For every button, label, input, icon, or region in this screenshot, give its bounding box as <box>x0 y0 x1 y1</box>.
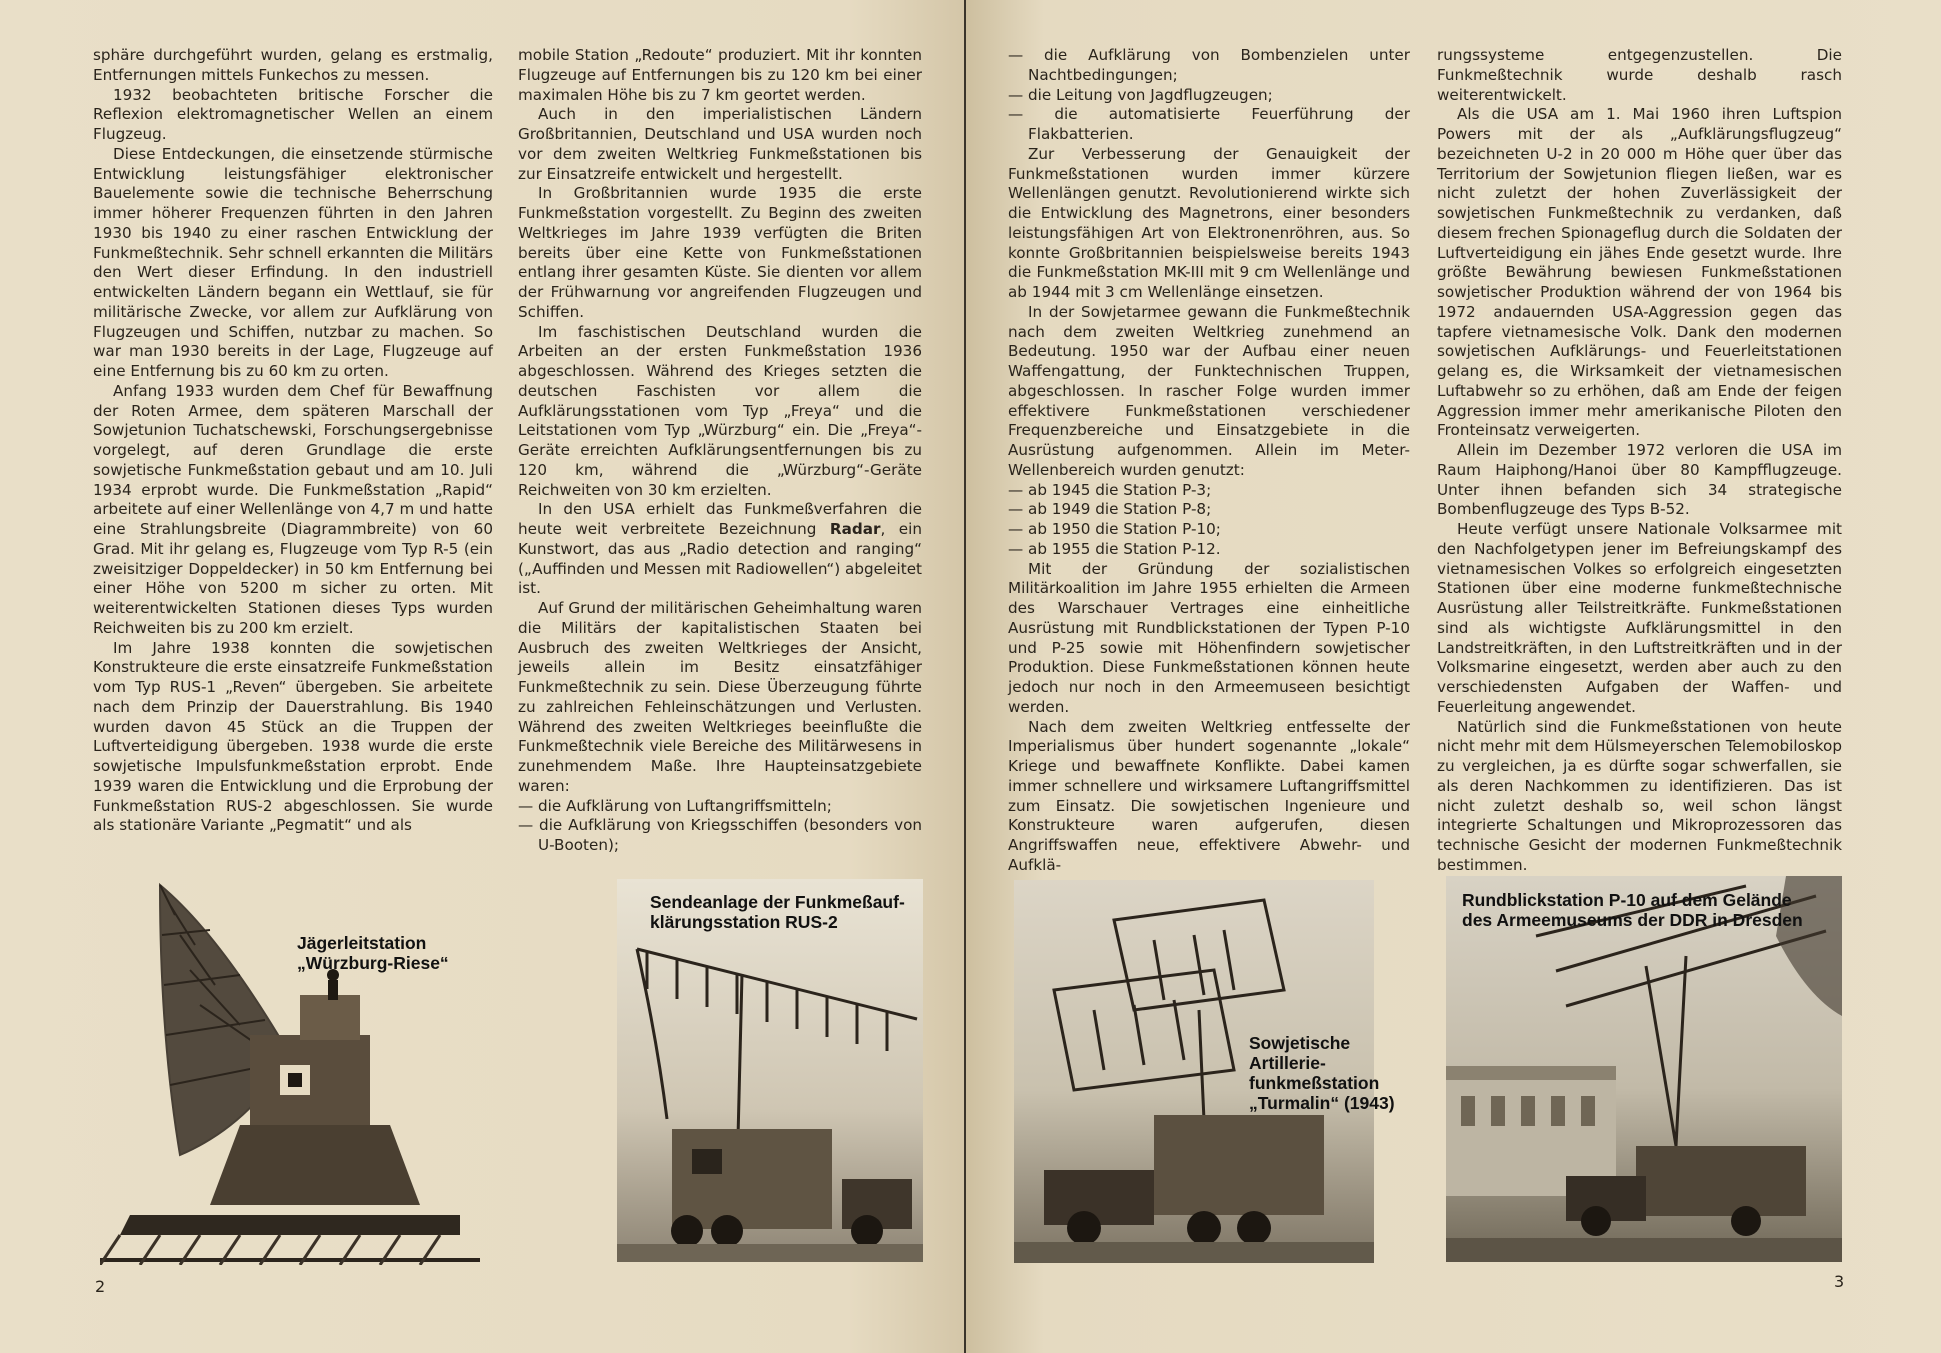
paragraph: Diese Entdeckungen, die einsetzende stürmische Entwicklung leistungsfähiger elektronischer Bauelemente sowie die technische Beherrschung immer höherer Frequenzen führten in den Jahren 1930 bis 1940 zu einer raschen Entwicklung der Funkmeßtechnik. Sehr schnell erkannten die Militärs den Wert dieser Erfindung. In den industriell entwickelten Ländern begann ein Wettlauf, sie für militärische Zwecke, vor allem zur Aufklärung von Flugzeugen und Schiffen, nutzbar zu machen. So war man 1930 bereits in der Lage, Flugzeuge auf eine Entfernung bis zu 60 km zu orten. <box>93 144 493 380</box>
list-item: — ab 1945 die Station P-3; <box>1008 480 1212 499</box>
radar-station-illustration <box>1446 876 1842 1262</box>
paragraph: Als die USA am 1. Mai 1960 ihren Luftspion Powers mit der als „Aufklärungsflugzeug“ bezeichneten U-2 in 20 000 m Höhe quer über das Territorium der Sowjetunion fliegen ließen, war es nicht zuletzt der hohen Zuverlässigkeit der sowjetischen Funkmeßtechnik zu verdanken, daß diesem frechen Spionageflug durch die Soldaten der Luftverteidigung ein jähes Ende gesetzt wurde. Ihre größte Bewährung bewiesen Funkmeßstationen sowjetischer Produktion während der von 1964 bis 1972 andauernden USA-Aggression gegen das tapfere vietnamesische Volk. Dank den modernen sowjetischen Aufklärungs- und Feuerleitstationen gelang es, die Wirksamkeit der vietnamesischen Luftabwehr so zu erhöhen, daß am Ende der feigen Aggression immer mehr amerikanische Piloten den Fronteinsatz verweigerten. <box>1437 105 1842 440</box>
photo-p-10 <box>1446 876 1842 1262</box>
paragraph: Zur Verbesserung der Genauigkeit der Funkmeßstationen wurden immer kürzere Wellenlängen genutzt. Revolutionierend wirkte sich die Entwicklung des Magnetrons, einer besonders leistungsfähigen Art von Elektronenröhren, aus. So konnte Großbritannien beispielsweise bereits 1943 die Funkmeßstation MK-III mit 9 cm Wellenlänge und ab 1944 mit 3 cm Wellenlänge einsetzen. <box>1008 144 1410 301</box>
paragraph: Heute verfügt unsere Nationale Volksarmee mit den Nachfolgetypen jener im Befreiungskampf des vietnamesischen Volkes so erfolgreich eingesetzten Stationen über eine moderne funkmeßtechnische Ausrüstung aller Teilstreitkräfte. Funkmeßstationen sind als wichtigste Aufklärungsmittel in den Landstreitkräften, in den Luftstreitkräften und in der Volksmarine eingesetzt, werden aber auch zu den verschiedensten Aufgaben der Waffen- und Feuerleitung angewendet. <box>1437 520 1842 716</box>
paragraph: sphäre durchgeführt wurden, gelang es erstmalig, Entfernungen mittels Funkechos zu messen. <box>93 46 493 84</box>
right-page <box>966 0 1941 1353</box>
list-item: — ab 1955 die Station P-12. <box>1008 539 1221 558</box>
paragraph: Auch in den imperialistischen Ländern Großbritannien, Deutschland und USA wurden noch vor dem zweiten Weltkrieg Funkmeßstationen bis zur Einsatzreife entwickelt und hergestellt. <box>518 105 922 183</box>
paragraph: 1932 beobachteten britische Forscher die Reflexion elektromagnetischer Wellen an einem Flugzeug. <box>93 85 493 143</box>
paragraph: Auf Grund der militärischen Geheimhaltung waren die Militärs der kapitalistischen Staaten bei Ausbruch des zweiten Weltkrieges der Ansicht, jeweils allein im Besitz einsatzfähiger Funkmeßtechnik zu sein. Diese Überzeugung führte zu zahlreichen Fehleinschätzungen und Verlusten. Während des zweiten Weltkrieges beeinflußte die Funkmeßtechnik viele Bereiche des Militärwesens in zunehmendem Maße. Ihre Haupteinsatzgebiete waren: <box>518 599 922 795</box>
page-number: 3 <box>1834 1272 1845 1291</box>
list-item: — die Aufklärung von Bombenzielen unter Nachtbedingungen; <box>1008 46 1410 84</box>
bold-term: Radar <box>829 520 881 538</box>
paragraph: In Großbritannien wurde 1935 die erste Funkmeßstation vorgestellt. Zu Beginn des zweiten Weltkrieges im Jahre 1939 verfügten die Briten bereits über eine Kette von Funkmeßstationen entlang ihrer gesamten Küste. Sie dienten vor allem der Frühwarnung vor angreifenden Flugzeugen und Schiffen. <box>518 184 922 321</box>
caption-wuerzburg-riese: Jägerleitstation „Würzburg-Riese“ <box>297 933 449 973</box>
paragraph: Allein im Dezember 1972 verloren die USA im Raum Haiphong/Hanoi über 80 Kampfflugzeuge. Unter ihnen befanden sich 34 strategische Bombenflugzeuge des Typs B-52. <box>1437 441 1842 519</box>
paragraph: Mit der Gründung der sozialistischen Militärkoalition im Jahre 1955 erhielten die Armeen des Warschauer Vertrages eine einheitliche Ausrüstung mit Rundblickstationen der Typen P-10 und P-25 sowie mit Höhenfindern sowjetischer Produktion. Diese Funkmeßstationen können heute jedoch nur noch in den Armeemuseen besichtigt werden. <box>1008 559 1410 716</box>
caption-p-10: Rundblickstation P-10 auf dem Gelände des Armeemuseums der DDR in Dresden <box>1462 890 1803 930</box>
photo-rus-2 <box>617 879 923 1262</box>
paragraph: Anfang 1933 wurden dem Chef für Bewaffnung der Roten Armee, dem späteren Marschall der Sowjetunion Tuchatschewski, Forschungsergebnisse vorgelegt, auf deren Grundlage die erste sowjetische Funkmeßstation gebaut und am 10. Juli 1934 erprobt wurde. Die Funkmeßstation „Rapid“ arbeitete auf einer Wellenlänge von 4,7 m und hatte eine Strahlungsbreite (Diagrammbreite) von 60 Grad. Mit ihr gelang es, Flugzeuge vom Typ R-5 (ein zweisitziger Doppeldecker) in 50 km Entfernung bei einer Höhe von 5200 m sicher zu orten. Mit weiterentwickelten Stationen dieses Typs wurden Reichweiten bis zu 200 km erzielt. <box>93 381 493 637</box>
list-item: — die Aufklärung von Luftangriffsmitteln; <box>518 796 832 815</box>
paragraph: Im faschistischen Deutschland wurden die Arbeiten an der ersten Funkmeßstation 1936 abgeschlossen. Während des Krieges setzten die deutschen Faschisten vor allem die Aufklärungsstationen vom Typ „Freya“ und die Leitstationen vom Typ „Würzburg“ ein. Die „Freya“-Geräte erreichten Aufklärungsentfernungen bis zu 120 km, während die „Würzburg“-Geräte Reichweiten von 30 km erzielten. <box>518 322 922 499</box>
list-item: — die Aufklärung von Kriegsschiffen (besonders von U-Booten); <box>518 816 922 854</box>
antenna-truck-illustration <box>617 879 923 1262</box>
paragraph: Natürlich sind die Funkmeßstationen von heute nicht mehr mit dem Hülsmeyerschen Telemobiloskop zu vergleichen, ja es dürfte sogar schwerfallen, sie als deren Nachkommen zu identifizieren. Das ist nicht zuletzt deshalb so, weil schon längst integrierte Schaltungen und Mikroprozessoren das technische Gesicht der modernen Funkmeßtechnik bestimmen. <box>1437 717 1842 874</box>
caption-turmalin: Sowjetische Artillerie- funkmeßstation „Turmalin“ (1943) <box>1249 1033 1395 1113</box>
left-column-2 <box>518 46 922 856</box>
paragraph: In den USA erhielt das Funkmeßverfahren die heute weit verbreitete Bezeichnung Radar, ein Kunstwort, das aus „Radio detection and ranging“ („Auffinden und Messen mit Radiowellen“) abgeleitet ist. <box>518 500 922 598</box>
right-column-2 <box>1437 46 1842 876</box>
page-number: 2 <box>95 1277 106 1296</box>
paragraph: Im Jahre 1938 konnten die sowjetischen Konstrukteure die erste einsatzreife Funkmeßstation vom Typ RUS-1 „Reven“ übergeben. Sie arbeitete nach dem Prinzip der Dauerstrahlung. Bis 1940 wurden davon 45 Stück an die Truppen der Luftverteidigung übergeben. 1938 wurde die erste sowjetische Impulsfunkmeßstation erprobt. Ende 1939 waren die Entwicklung und die Erprobung der Funkmeßstation RUS-2 abgeschlossen. Sie wurde als stationäre Variante „Pegmatit“ und als <box>93 638 493 835</box>
paragraph: Nach dem zweiten Weltkrieg entfesselte der Imperialismus über hundert sogenannte „lokale“ Kriege und bewaffnete Konflikte. Dabei kamen immer schnellere und wirksamere Luftangriffsmittel zum Einsatz. Die sowjetischen Ingenieure und Konstrukteure waren aufgerufen, diesen Angriffswaffen neue, effektivere Abwehr- und Aufklä- <box>1008 717 1410 874</box>
right-column-1 <box>1008 46 1410 876</box>
list-item: — ab 1950 die Station P-10; <box>1008 520 1221 538</box>
caption-rus-2: Sendeanlage der Funkmeßauf- klärungsstation RUS-2 <box>650 892 905 932</box>
left-page <box>0 0 964 1353</box>
list-item: — die automatisierte Feuerführung der Flakbatterien. <box>1008 105 1410 143</box>
list-item: — ab 1949 die Station P-8; <box>1008 500 1212 519</box>
list-item: — die Leitung von Jagdflugzeugen; <box>1008 85 1273 104</box>
paragraph: In der Sowjetarmee gewann die Funkmeßtechnik nach dem zweiten Weltkrieg zunehmend an Bedeutung. 1950 war der Aufbau einer neuen Waffengattung, der Funktechnischen Truppen, abgeschlossen. In rascher Folge wurden immer effektivere Funkmeßstationen verschiedener Frequenzbereiche und Einsatzgebiete in die Ausrüstung aufgenommen. Allein im Meter-Wellenbereich wurden genutzt: <box>1008 302 1410 479</box>
paragraph: rungssysteme entgegenzustellen. Die Funkmeßtechnik wurde deshalb rasch weiterentwickelt. <box>1437 46 1842 104</box>
paragraph: mobile Station „Redoute“ produziert. Mit ihr konnten Flugzeuge auf Entfernungen bis zu 120 km bei einer maximalen Höhe bis zu 7 km geortet werden. <box>518 46 922 104</box>
left-column-1 <box>93 46 493 836</box>
